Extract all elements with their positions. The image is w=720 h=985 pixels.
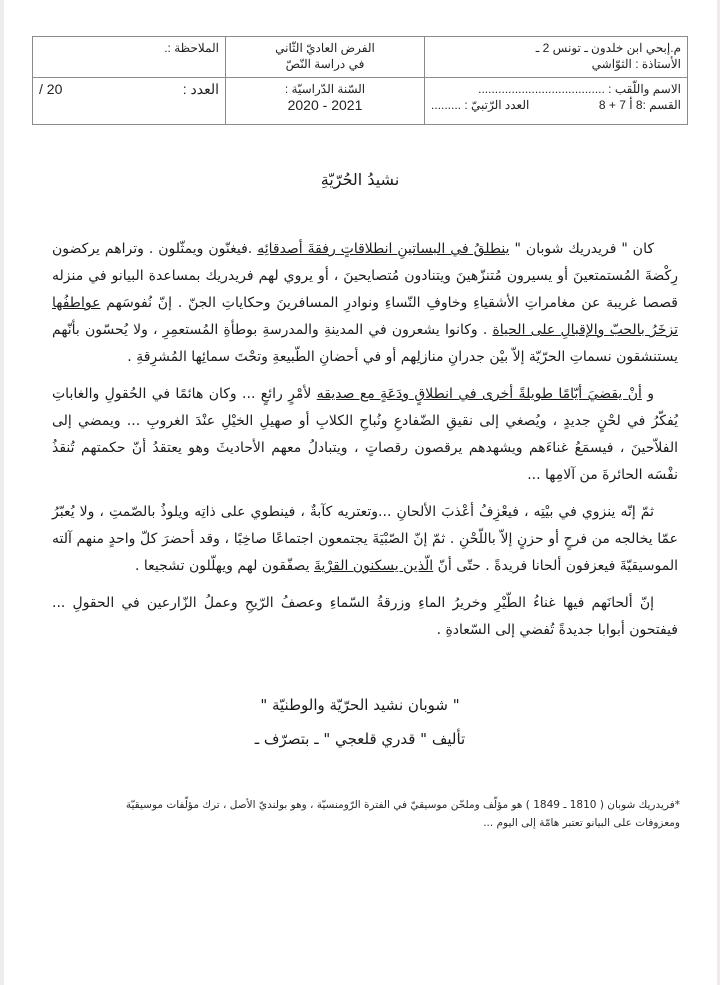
text-run: كان " فريدريك شوبان " (514, 241, 655, 257)
text-run: . وكانوا يشعرون في المدينةِ والمدرسةِ بوطأةِ المُستعمِرِ ، ولا يُحسّون بأنّهم يستنشقون نسماتِ الحرّيّة إلاّ بيْن جدرانِ منازلِهم أو في أحضانِ الطّبيعةِ وتحْتَ سمائِها المُشرِقةِ . (52, 322, 678, 365)
underlined-phrase: ينطلقُ في البساتينِ انطلاقاتٍ رفقةَ أصدقائِه (257, 241, 510, 257)
source-citation (0, 690, 720, 758)
source-work: " شوبان نشيد الحرّيّة والوطنيّة " (260, 696, 460, 714)
text-run: .فيغنّون ويمثّلون . وتراهم يركضون رِكْضةَ المُستمتعينَ أو يسيرون مُتنزّهينَ ويتنادون مُتصايحينَ ، أو يروي لهم فريدريك بمساعدة البيانو في منزله قصصا غريبة عن مغامراتِ الأشقياءِ وخاوفِ النّساءِ ونوادرِ المسافرينَ وحكاياتِ الجنّ . إنّ نُفوسَهم (52, 241, 678, 311)
reading-passage (52, 236, 678, 654)
text-run: و (641, 386, 655, 402)
document-title: نشيدُ الحُرّيّةِ (320, 170, 400, 189)
footnote (50, 796, 680, 832)
school-name: م.إبحي ابن خلدون ـ تونس 2 ـ (535, 41, 681, 55)
teacher-name: الأستاذة : الثوّاشي (591, 57, 681, 71)
year-value: 2021 - 2020 (287, 97, 363, 113)
score-value: 20 / (39, 81, 63, 97)
paragraph-4 (52, 590, 678, 644)
note-label: الملاحظة :. (164, 41, 219, 55)
underlined-phrase: عواطفُها تزخَرُ بالحبّ والإقبالِ على الحياة (52, 295, 678, 338)
footnote-line-2: ومعزوفات على البيانو تعتبر هامّة إلى اليوم ... (483, 817, 680, 829)
underlined-phrase: أنْ يقضيَ أيّامًا طويلةً أخرى في انطلاقٍ ودَعَةٍ مع صديقه (316, 386, 642, 402)
exam-subject: في دراسة النّصّ (285, 57, 365, 71)
score-label: العدد : (182, 81, 219, 97)
student-info-cell (425, 78, 688, 125)
page-edge-left (0, 0, 4, 985)
exam-header-table (32, 36, 688, 125)
text-run: لأمْرٍ رائعٍ ... وكان هائمًا في الحُقولِ والغاباتِ يُفكّرُ في لحْنٍ جديدٍ ، ويُصغي إلى نقيقِ الضّفادعِ ونُباحِ الكلابِ أو صهيلِ الخيْلِ عنْدَ الغروبِ ... ويمضي إلى الفلاّحينَ ، فيسمَعُ غناءَهم ويشهدهم يرقصون رقصاتٍ ، ويتبادلُ معهم الأحاديثَ وهو يعتقدُ أنّ حكمتهم تُنقذُ نفْسَه الحائرةَ من آلامِها ... (52, 386, 678, 483)
school-info-cell (425, 37, 688, 78)
paragraph-3 (52, 499, 678, 580)
class-label: القسم :8 أ 7 + 8 (598, 98, 681, 112)
paragraph-2 (52, 381, 678, 489)
paragraph-1 (52, 236, 678, 371)
note-cell (33, 37, 226, 78)
text-run: يصفّقون لهم ويهلّلون تشجيعا . (135, 558, 315, 574)
year-label: السّنة الدّراسيّة : (284, 82, 366, 96)
score-cell (33, 78, 226, 125)
source-author: تأليف " قدري قلعجي " ـ بتصرّف ـ (254, 730, 466, 748)
exam-title-cell (226, 37, 425, 78)
text-run: ثمّ إنّه ينزوي في بيْتِه ، فيعْزِفُ أعْذبَ الألحانِ ...وتعتريه كآبةٌ ، فينطوي على ذاتِه ويلوذُ بالصّمتِ ، ولا يُعبّرُ عمّا يخالجه من فرحٍ أو حزنٍ إلاّ باللّحْنِ . ثمّ إنّ الصّبْيَةَ يجتمعون اجتماعًا صاخِبًا ، وقد أحضرَ كلّ واحدٍ منهم آلته الموسيقيّةَ فيعزفون ألحانا فريدةً . حتّى أنّ (52, 504, 678, 574)
school-year-cell (226, 78, 425, 125)
exam-title: الفرض العاديّ الثّاني (275, 41, 375, 55)
student-name-field: الاسم واللّقب : ...................................... (478, 82, 681, 96)
text-run: إنّ ألحانَهم فيها غناءُ الطّيْرِ وخريرُ الماءِ وزرقةُ السّماءِ وعصفُ الرّيحِ وعملُ الزّارعين في الحقولِ ... فيفتحون أبوابا جديدةً تُفضي إلى السّعادةِ . (52, 595, 678, 638)
underlined-phrase: الّذين يسكنون القرْيةَ (314, 558, 434, 574)
seat-number-field: العدد الرّتبيّ : ......... (431, 98, 530, 112)
footnote-line-1: *فريدريك شوبان ( 1810 ـ 1849 ) هو مؤلّف وملحّن موسيقيّ في الفترة الرّومنسيّة ، وهو بولنديّ الأصل ، ترك مؤلّفات موسيقيّة (125, 799, 680, 811)
